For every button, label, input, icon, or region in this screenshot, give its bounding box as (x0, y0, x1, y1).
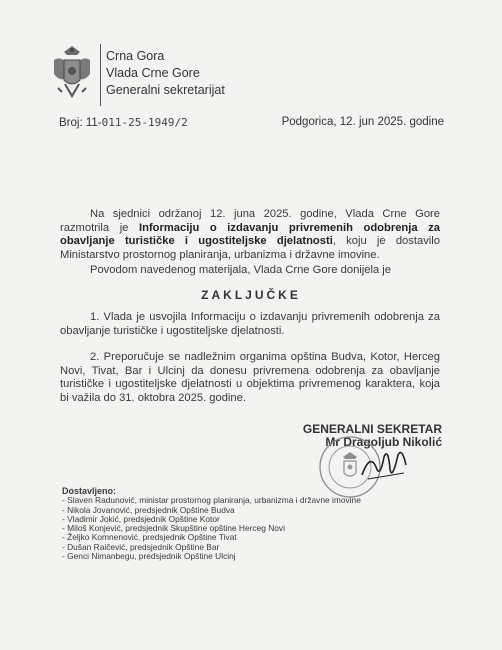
distribution-item: - Vladimir Jokić, predsjednik Opštine Kotor (62, 513, 220, 524)
conclusion-item-2 (60, 351, 440, 405)
header-country: Crna Gora (106, 49, 165, 63)
conclusions-heading: ZAKLJUČKE (201, 288, 301, 302)
intro-paragraph (60, 208, 440, 262)
distribution-item: - Slaven Radunović, ministar prostornog planiranja, urbanizma i državne imovine (62, 495, 361, 506)
distribution-list (62, 487, 361, 561)
distribution-item: - Genci Nimanbegu, predsjednik Opštine Ulcinj (62, 551, 236, 562)
header-government: Vlada Crne Gore (106, 66, 200, 80)
reference-label: Broj: 11- (59, 117, 102, 129)
conclusion-item-1 (60, 311, 440, 338)
conclusion-text-2: 2. Preporučuje se nadležnim organima opština Budva, Kotor, Herceg Novi, Tivat, Bar i Ulcinj da donesu privremena odobrenja za obavljanje turističke i ugostiteljske djelatnosti u objektima privremenog karaktera, koja bi važila do 31. oktobra 2025. godine. (60, 351, 440, 404)
distribution-item: - Dušan Raičević, predsjednik Opštine Bar (62, 541, 220, 552)
header-secretariat: Generalni sekretarijat (106, 83, 225, 97)
reference-number (59, 116, 188, 129)
distribution-heading: Dostavljeno: (62, 486, 117, 496)
conclusion-text-1: 1. Vlada je usvojila Informaciju o izdavanju privremenih odobrenja za obavljanje turističke i ugostiteljske djelatnosti. (60, 311, 440, 337)
handwritten-signature-icon (360, 445, 410, 485)
signatory-title: GENERALNI SEKRETAR (302, 422, 442, 436)
intro-text-1: Na sjednici održanoj 12. juna 2025. godine, Vlada Crne Gore razmotrila je (60, 208, 440, 234)
distribution-item: - Miloš Konjević, predsjednik Skupštine opštine Herceg Novi (62, 523, 285, 534)
lead-paragraph (60, 264, 440, 278)
coat-of-arms-icon (50, 44, 94, 100)
lead-text: Povodom navedenog materijala, Vlada Crne Gore donijela je (90, 264, 392, 276)
header-divider (100, 44, 101, 106)
institution-header (106, 48, 225, 99)
reference-handwritten: 011-25-1949/2 (101, 116, 188, 129)
place-date: Podgorica, 12. jun 2025. godine (281, 116, 444, 128)
document-subject: Informaciju o izdavanju privremenih odobrenja za obavljanje turističke i ugostiteljske djelatnosti (60, 221, 440, 247)
intro-text-2: , koju je dostavilo Ministarstvo prostornog planiranja, urbanizma i državne imovine. (60, 235, 440, 261)
distribution-item: - Nikola Jovanović, predsjednik Opštine Budva (62, 504, 235, 515)
distribution-item: - Željko Komnenović, predsjednik Opštine Tivat (62, 532, 237, 543)
signatory-name: Mr Dragoljub Nikolić (325, 435, 442, 449)
